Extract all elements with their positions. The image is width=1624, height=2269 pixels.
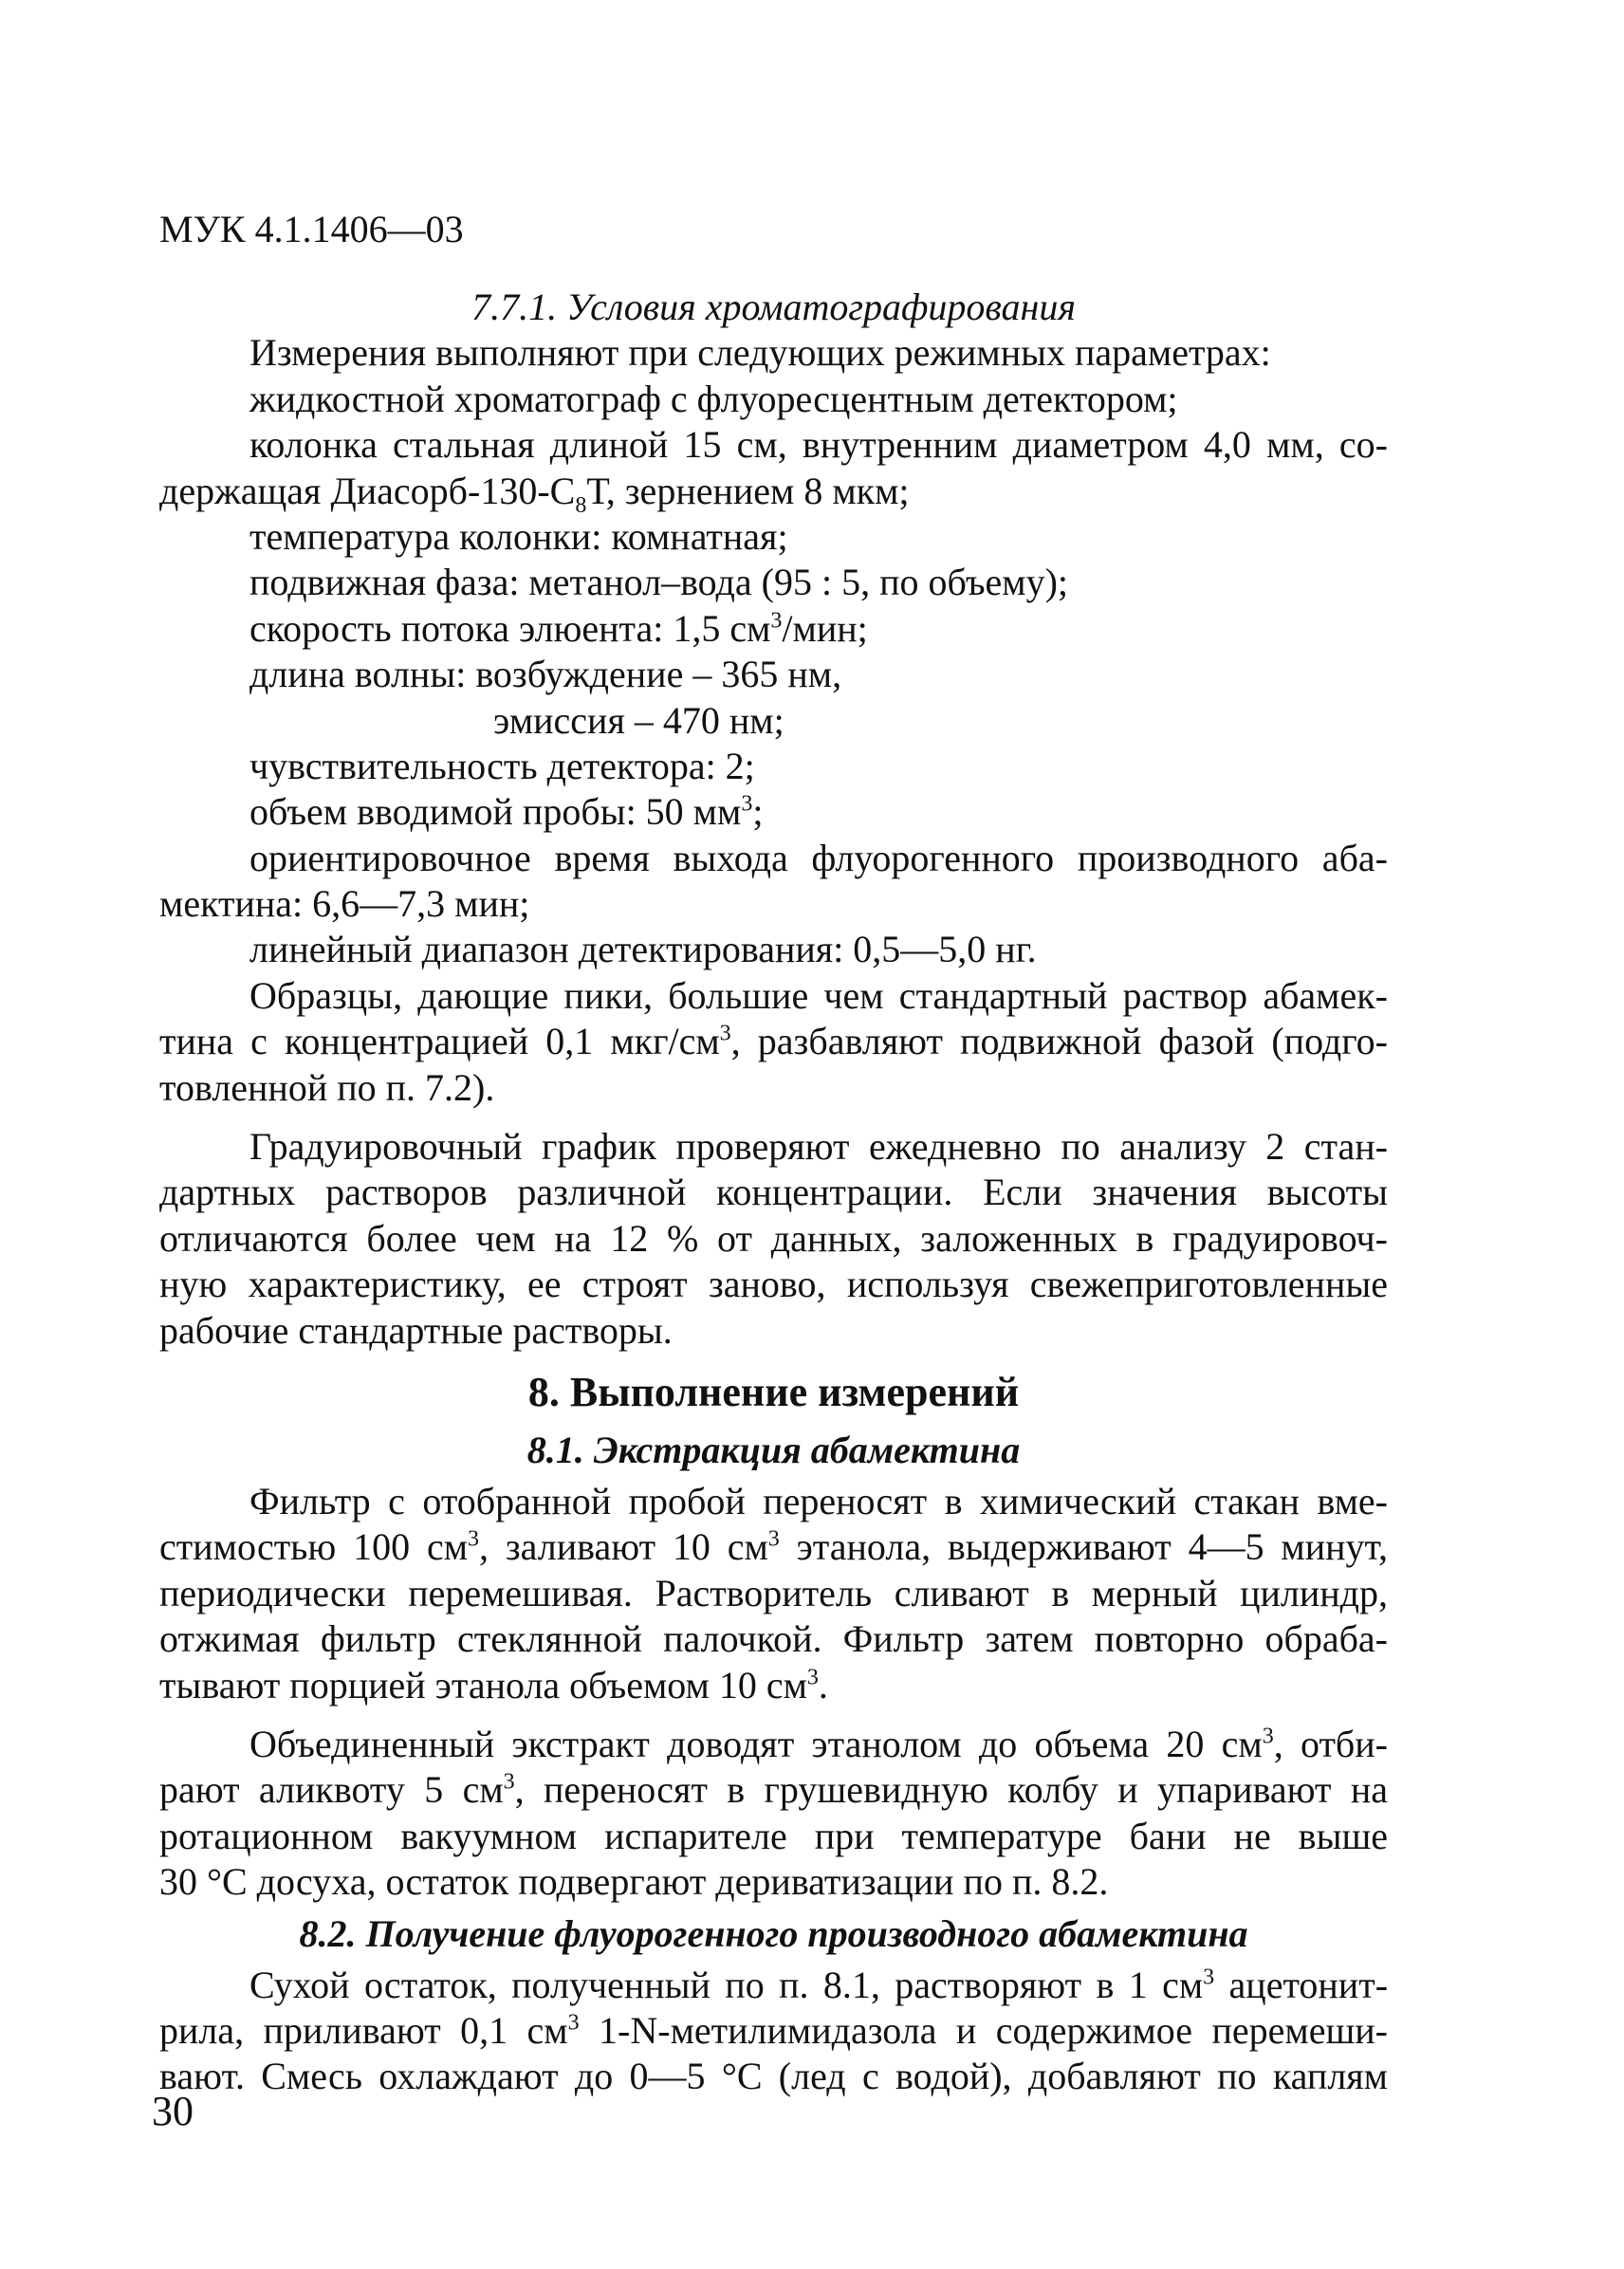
param-mobile-phase: подвижная фаза: метанол–вода (95 : 5, по объему); — [249, 561, 1069, 604]
paragraph-samples-line2: тина с концентрацией 0,1 мкг/$см^3$, разбавляют подвижной фазой (подго- — [159, 1020, 1388, 1063]
paragraph-calibration-line2: дартных растворов различной концентрации. Если значения высоты — [159, 1171, 1388, 1214]
document-code: МУК 4.1.1406—03 — [159, 208, 464, 250]
param-detector-sensitivity: чувствительность детектора: 2; — [249, 744, 755, 787]
paragraph-intro: Измерения выполняют при следующих режимных параметрах: — [249, 331, 1271, 375]
paragraph-calibration-line4: ную характеристику, ее строят заново, используя свежеприготовленные — [159, 1263, 1388, 1306]
paragraph-derivative-line2: рила, приливают 0,1 $см^3$ 1-N-метилимидазола и содержимое перемеши- — [159, 2008, 1388, 2052]
paragraph-derivative-line1: Сухой остаток, полученный по п. 8.1, растворяют в 1 $см^3$ ацетонит- — [249, 1963, 1389, 2006]
subsection-heading-8-2: 8.2. Получение флуорогенного производного абамектина — [299, 1911, 1248, 1955]
param-sample-volume: объем вводимой пробы: 50 $мм^3$; — [249, 790, 764, 834]
param-column-line1: колонка стальная длиной 15 см, внутренним диаметром 4,0 мм, со- — [249, 423, 1388, 467]
paragraph-extraction-line4: отжимая фильтр стеклянной палочкой. Фильтр затем повторно обраба- — [159, 1617, 1388, 1661]
paragraph-combined-extract-line4: 30 °С досуха, остаток подвергают дериватизации по п. 8.2. — [159, 1860, 1109, 1904]
paragraph-derivative-line3: вают. Смесь охлаждают до 0—5 °С (лед с водой), добавляют по каплям — [159, 2055, 1388, 2098]
text-column — [159, 285, 1388, 2100]
page-number: 30 — [152, 2088, 194, 2134]
paragraph-extraction-line3: периодически перемешивая. Растворитель сливают в мерный цилиндр, — [159, 1571, 1388, 1614]
param-wavelength-excitation: длина волны: возбуждение – 365 нм, — [249, 653, 842, 696]
param-flow-rate: скорость потока элюента: 1,5 $см^3$/мин; — [249, 606, 868, 650]
param-retention-time-line2: мектина: 6,6—7,3 мин; — [159, 882, 530, 926]
param-column-line2: держащая Диасорб-$130-С_8Т$, зернением 8 мкм; — [159, 469, 910, 518]
paragraph-samples-line3: товленной по п. 7.2). — [159, 1065, 495, 1109]
paragraph-combined-extract-line3: ротационном вакуумном испарителе при температуре бани не выше — [159, 1814, 1388, 1857]
param-chromatograph: жидкостной хроматограф с флуоресцентным детектором; — [249, 377, 1178, 420]
paragraph-extraction-line5: тывают порцией этанола объемом 10 $см^3$. — [159, 1663, 828, 1706]
param-wavelength-emission: эмиссия – 470 нм; — [493, 698, 784, 742]
section-heading-8: 8. Выполнение измерений — [527, 1368, 1020, 1415]
paragraph-samples-line1: Образцы, дающие пики, большие чем стандартный раствор абамек- — [249, 973, 1388, 1017]
param-linear-range: линейный диапазон детектирования: 0,5—5,0 нг. — [249, 928, 1037, 971]
paragraph-extraction-line2: стимостью 100 $см^3$, заливают 10 $см^3$ этанола, выдерживают 4—5 минут, — [159, 1525, 1388, 1569]
paragraph-combined-extract-line1: Объединенный экстракт доводят этанолом до объема 20 $см^3$, отби- — [249, 1722, 1388, 1765]
paragraph-calibration-line5: рабочие стандартные растворы. — [159, 1308, 673, 1352]
paragraph-extraction-line1: Фильтр с отобранной пробой переносят в химический стакан вме- — [249, 1479, 1388, 1522]
param-column-temperature: температура колонки: комнатная; — [249, 514, 788, 558]
section-title-7-7-1: 7.7.1. Условия хроматографирования — [471, 286, 1076, 328]
paragraph-calibration-line1: Градуировочный график проверяют ежедневно по анализу 2 стан- — [249, 1125, 1388, 1169]
subsection-heading-8-1: 8.1. Экстракция абамектина — [526, 1428, 1021, 1471]
paragraph-calibration-line3: отличаются более чем на 12 % от данных, заложенных в градуировоч- — [159, 1216, 1388, 1260]
paragraph-combined-extract-line2: рают аликвоту 5 $см^3$, переносят в грушевидную колбу и упаривают на — [159, 1768, 1388, 1812]
param-retention-time-line1: ориентировочное время выхода флуорогенного производного аба- — [249, 836, 1388, 879]
